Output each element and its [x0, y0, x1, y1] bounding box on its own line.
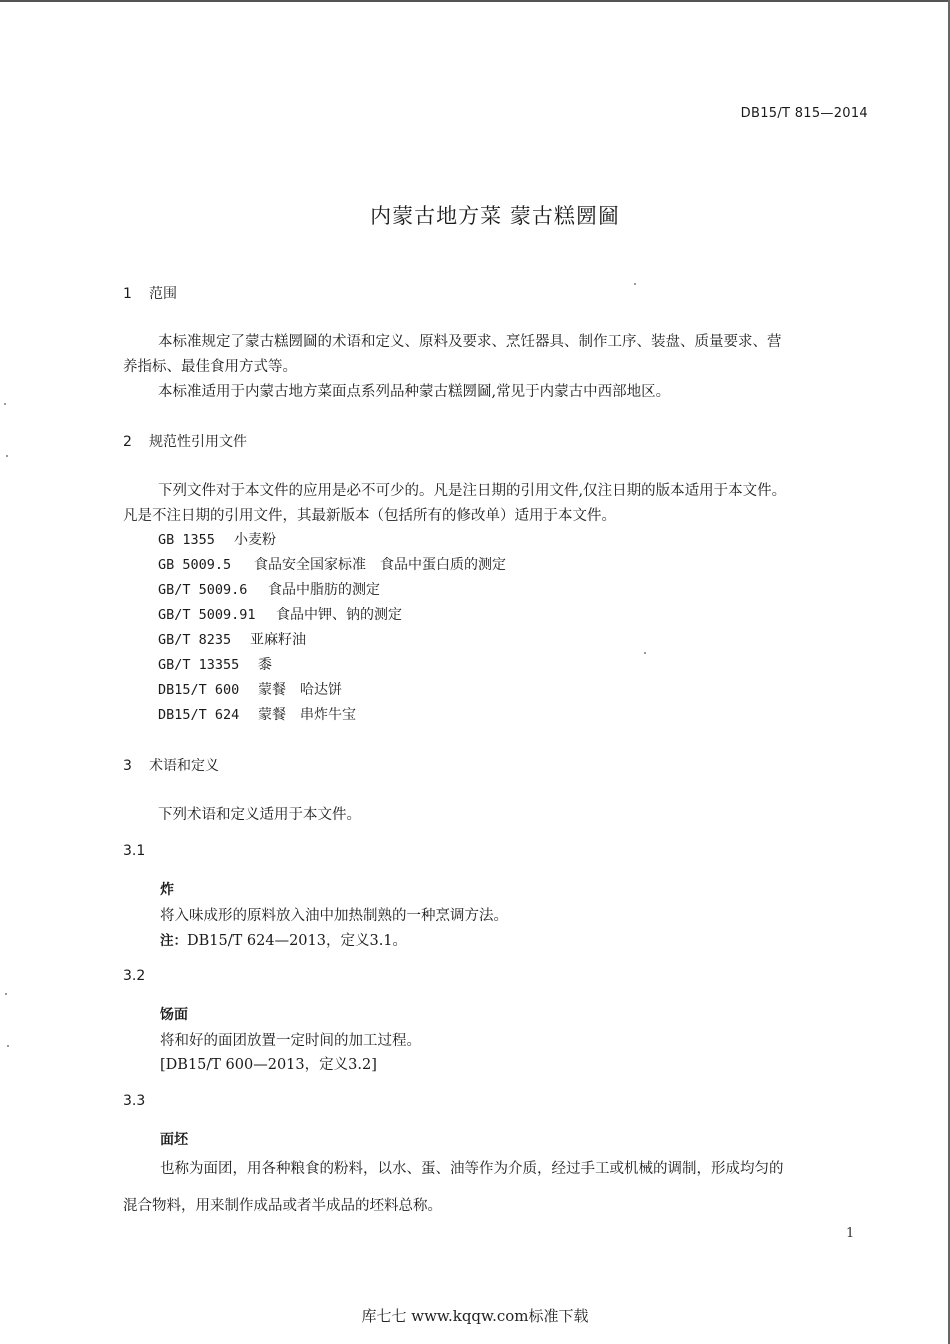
- section-number: 1: [123, 286, 132, 302]
- scan-speck: [4, 403, 6, 405]
- reference-item: [158, 579, 380, 599]
- refs-intro-line2: 凡是不注日期的引用文件，其最新版本（包括所有的修改单）适用于本文件。: [123, 508, 616, 524]
- scope-para1-line2: 养指标、最佳食用方式等。: [123, 359, 297, 375]
- section-number: 3: [123, 758, 132, 774]
- reference-code: DB15/T 600: [158, 682, 240, 698]
- reference-title: 亚麻籽油: [250, 632, 306, 648]
- reference-item: [158, 704, 356, 724]
- section-heading-terms: [123, 755, 219, 775]
- reference-title: 食品中脂肪的测定: [268, 582, 380, 598]
- reference-title: 蒙餐 串炸牛宝: [258, 707, 356, 723]
- section-title: 规范性引用文件: [149, 434, 247, 450]
- footer-watermark: 库七七 www.kqqw.com标准下载: [361, 1307, 589, 1325]
- reference-code: GB/T 5009.91: [158, 607, 256, 623]
- reference-code: GB 1355: [158, 532, 215, 548]
- note-text: DB15/T 624—2013，定义3.1。: [187, 933, 408, 949]
- reference-title: 食品安全国家标准 食品中蛋白质的测定: [254, 557, 506, 573]
- reference-item: [158, 679, 342, 699]
- term-name: 面坯: [160, 1132, 188, 1148]
- reference-title: 黍: [258, 657, 272, 673]
- reference-code: DB15/T 624: [158, 707, 240, 723]
- section-heading-scope: [123, 283, 177, 303]
- reference-title: 食品中钾、钠的测定: [276, 607, 402, 623]
- note-label: 注：: [160, 933, 187, 949]
- document-title: 内蒙古地方菜 蒙古糕圐圙: [370, 204, 620, 228]
- term-name: 炸: [160, 882, 174, 898]
- term-name: 饧面: [160, 1007, 188, 1023]
- term-definition: 将和好的面团放置一定时间的加工过程。: [160, 1033, 421, 1049]
- reference-code: GB/T 5009.6: [158, 582, 248, 598]
- term-definition-line1: 也称为面团，用各种粮食的粉料，以水、蛋、油等作为介质，经过手工或机械的调制，形成均匀的: [160, 1161, 784, 1177]
- term-source: [DB15/T 600—2013，定义3.2]: [160, 1057, 377, 1073]
- scope-para1-line1: 本标准规定了蒙古糕圐圙的术语和定义、原料及要求、烹饪器具、制作工序、装盘、质量要求、营: [158, 334, 782, 350]
- section-title: 术语和定义: [149, 758, 219, 774]
- reference-code: GB/T 8235: [158, 632, 232, 648]
- scan-edge-top: [0, 0, 950, 2]
- scan-speck: [634, 283, 636, 285]
- reference-item: [158, 554, 506, 574]
- section-title: 范围: [149, 286, 177, 302]
- reference-code: GB/T 13355: [158, 657, 240, 673]
- scope-para2: 本标准适用于内蒙古地方菜面点系列品种蒙古糕圐圙,常见于内蒙古中西部地区。: [158, 384, 671, 400]
- refs-intro-line1: 下列文件对于本文件的应用是必不可少的。凡是注日期的引用文件,仅注日期的版本适用于本文件。: [158, 483, 787, 499]
- scan-speck: [6, 455, 8, 457]
- reference-title: 蒙餐 哈达饼: [258, 682, 342, 698]
- reference-code: GB 5009.5: [158, 557, 232, 573]
- section-heading-normative-refs: [123, 431, 247, 451]
- reference-item: [158, 529, 276, 549]
- term-number: 3.3: [123, 1093, 146, 1109]
- reference-title: 小麦粉: [234, 532, 276, 548]
- term-number: 3.1: [123, 843, 146, 859]
- page-number: 1: [846, 1226, 855, 1241]
- term-note: [160, 929, 407, 950]
- standard-code: DB15/T 815—2014: [740, 106, 868, 121]
- reference-item: [158, 604, 402, 624]
- scan-speck: [644, 652, 646, 654]
- term-definition-line2: 混合物料，用来制作成品或者半成品的坯料总称。: [123, 1198, 442, 1214]
- reference-item: [158, 629, 306, 649]
- section-number: 2: [123, 434, 132, 450]
- terms-intro: 下列术语和定义适用于本文件。: [158, 807, 361, 823]
- reference-item: [158, 654, 272, 674]
- scan-speck: [7, 1045, 9, 1047]
- term-number: 3.2: [123, 968, 146, 984]
- term-definition: 将入味成形的原料放入油中加热制熟的一种烹调方法。: [160, 908, 508, 924]
- scan-speck: [5, 993, 7, 995]
